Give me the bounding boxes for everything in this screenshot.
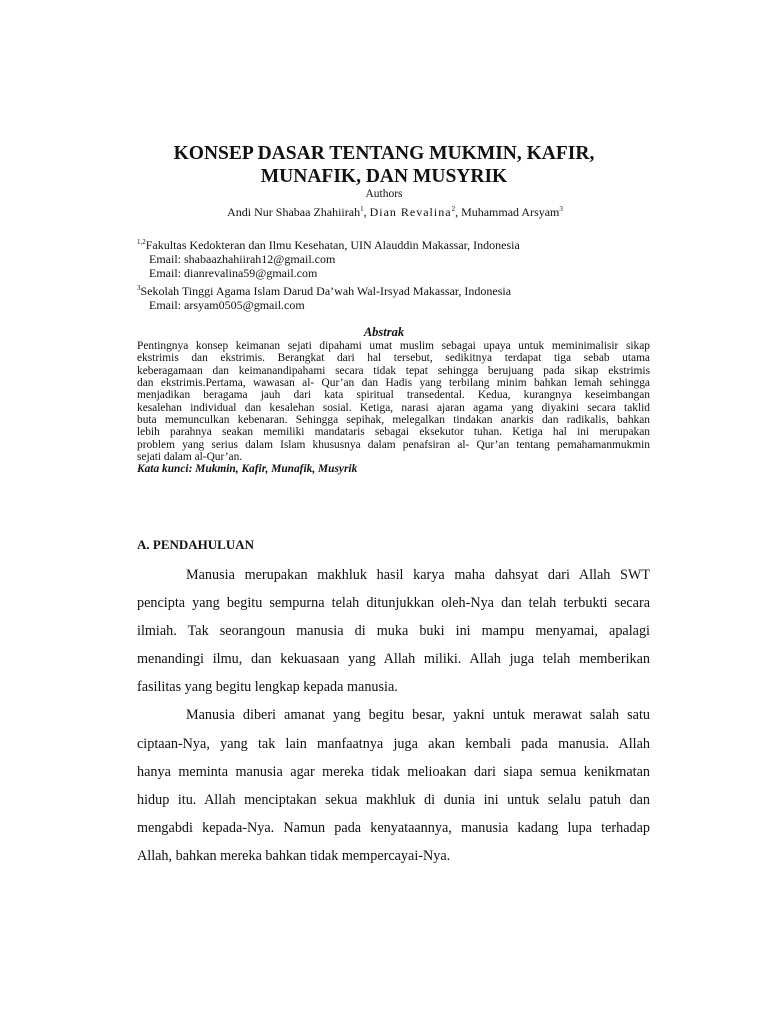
author-superscript: 3 <box>559 205 563 213</box>
abstract-line: dan ekstrimis.Pertama, wawasan al- Qur’an dan Hadis yang terbilang minim bahkan lemah sehingga <box>137 377 650 390</box>
abstract-body <box>137 340 650 476</box>
body-text <box>137 561 650 870</box>
email-line: Email: arsyam0505@gmail.com <box>149 297 305 312</box>
title-line-1: KONSEP DASAR TENTANG MUKMIN, KAFIR, <box>173 143 595 164</box>
paragraph-line: hidup itu. Allah menciptakan sekua makhluk di dunia ini untuk selalu patuh dan <box>137 791 650 808</box>
author-superscript: 2 <box>451 205 456 213</box>
abstract-line: sejati dalam al-Qur’an. <box>137 451 243 464</box>
keywords: Kata kunci: Mukmin, Kafir, Munafik, Musyrik <box>137 463 358 476</box>
abstract-line: menjadikan beragama jauh dari kata spiritual transedental. Kedua, kurangnya keseimbangan <box>137 389 650 402</box>
author-superscript: 1 <box>360 205 364 213</box>
abstract-line: ekstrimis dan ekstrimis. Berangkat dari hal tersebut, sedikitnya terdapat tiga sebab utama <box>137 352 650 365</box>
paragraph-line: fasilitas yang begitu lengkap kepada manusia. <box>137 679 398 696</box>
author-name: Dian Revalina <box>369 205 452 219</box>
affiliation-text: Sekolah Tinggi Agama Islam Darud Da’wah Wal-Irsyad Makassar, Indonesia <box>140 283 512 298</box>
paragraph-line: hanya meminta manusia agar mereka tidak melioakan dari siapa semua kenikmatan <box>137 763 650 780</box>
email-line: Email: shabaazhahiirah12@gmail.com <box>149 252 336 267</box>
affiliation-line <box>137 235 520 252</box>
abstract-line: keberagamaan dan keimanandipahami secara tidak tepat sehingga berujuang pada sikap ekstrimis <box>137 364 650 377</box>
paragraph-line: pencipta yang begitu sempurna telah ditunjukkan oleh-Nya dan telah terbukti secara <box>137 595 650 612</box>
paragraph-line: Manusia diberi amanat yang begitu besar, yakni untuk merawat salah satu <box>186 707 650 724</box>
author-list: Andi Nur Shabaa Zhahiirah$^1$, Dian Revalina$^2$, Muhammad Arsyam$^3$ <box>227 205 563 219</box>
paragraph-line: mengabdi kepada-Nya. Namun pada kenyataannya, manusia kadang lupa terhadap <box>137 819 650 836</box>
paragraph-line: Manusia merupakan makhluk hasil karya maha dahsyat dari Allah SWT <box>186 567 650 583</box>
abstract-line: kesalehan individual dan kesalehan sosial. Ketiga, narasi ajaran agama yang diyakini secara taklid <box>137 401 650 414</box>
affiliation-superscript: 3 <box>137 283 141 292</box>
paragraph-line: ciptaan-Nya, yang tak lain manfaatnya juga akan kembali pada manusia. Allah <box>137 735 650 752</box>
paragraph-line: ilmiah. Tak seorangoun manusia di muka buki ini mampu menyamai, apalagi <box>137 623 650 640</box>
email-line: Email: dianrevalina59@gmail.com <box>149 266 318 281</box>
abstract-heading: Abstrak <box>363 325 405 339</box>
author-name: Muhammad Arsyam <box>461 205 560 219</box>
paragraph-line: menandingi ilmu, dan kekuasaan yang Allah miliki. Allah juga telah memberikan <box>137 651 650 668</box>
affiliation-text: Fakultas Kedokteran dan Ilmu Kesehatan, UIN Alauddin Makassar, Indonesia <box>145 238 520 252</box>
section-heading: A. PENDAHULUAN <box>137 537 254 552</box>
title-line-2: MUNAFIK, DAN MUSYRIK <box>260 166 508 187</box>
affiliation-superscript: 1,2 <box>137 238 146 246</box>
abstract-line: buta memunculkan kebenaran. Sehingga sepihak, melegalkan tindakan anarkis dan radikalis, bahkan <box>137 414 650 427</box>
author-name: Andi Nur Shabaa Zhahiirah <box>227 205 361 219</box>
authors-label: Authors <box>365 188 403 200</box>
affiliation-line <box>137 281 520 298</box>
abstract-line: lebih parahnya seakan memiliki mandataris sebagai eksekutor tuhan. Ketiga hal ini merupakan <box>137 426 650 439</box>
affiliation-block <box>137 235 520 312</box>
paper-title <box>100 142 668 188</box>
abstract-line: Pentingnya konsep keimanan sejati dipahami umat muslim sebagai upaya untuk meminimalisir sikap <box>137 340 650 352</box>
paragraph-line: Allah, bahkan mereka bahkan tidak mempercayai-Nya. <box>137 847 451 864</box>
abstract-line: problem yang serius dalam Islam khususnya dalam penafsiran al- Qur’an tentang pemahamanmukmin <box>137 438 650 451</box>
